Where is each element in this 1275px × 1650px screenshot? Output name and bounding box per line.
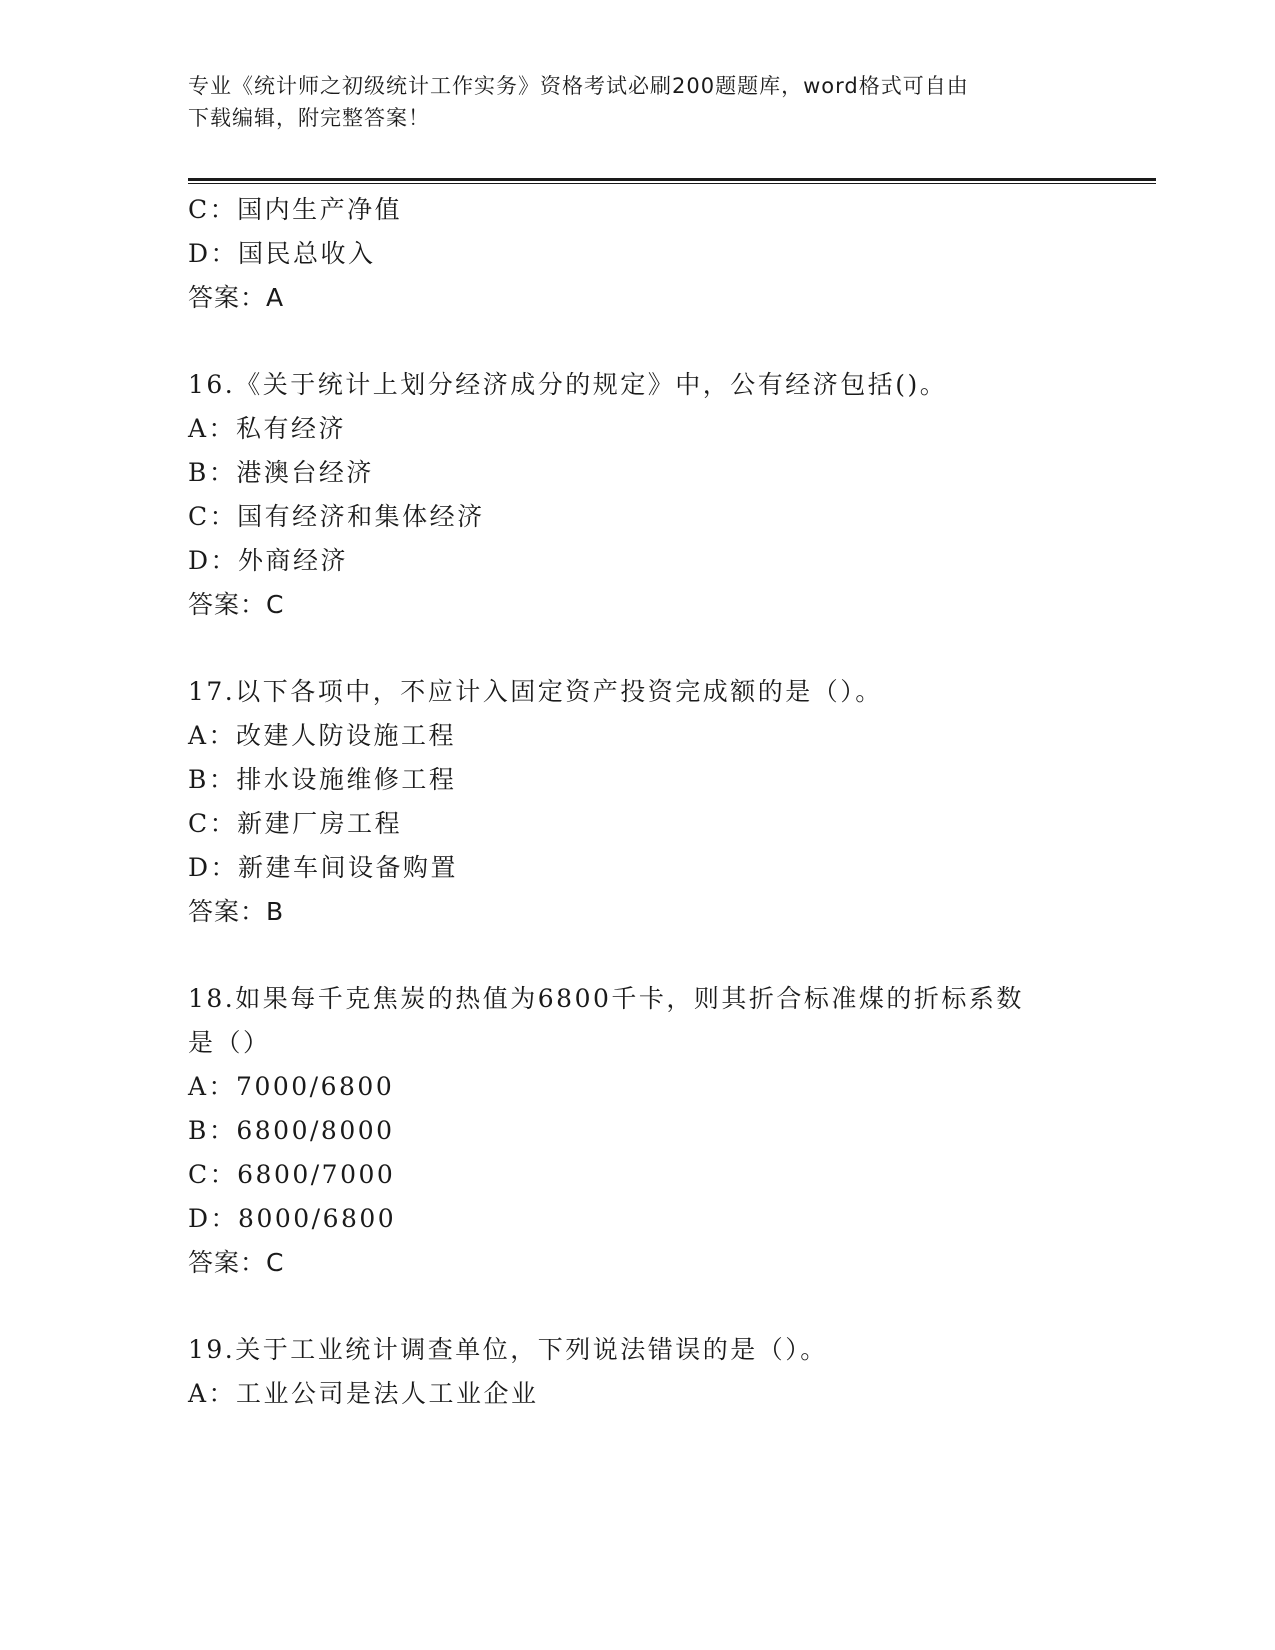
q17-option-d: D：新建车间设备购置 [188, 853, 459, 882]
q18-option-b: B：6800/8000 [188, 1116, 395, 1145]
header-line-2: 下载编辑，附完整答案！ [188, 106, 430, 130]
q18-option-c: C：6800/7000 [188, 1160, 396, 1189]
header-divider-thin [188, 183, 1156, 184]
q16-answer: 答案：C [188, 590, 285, 619]
q18-stem-line-2: 是（） [188, 1028, 271, 1057]
q15-answer: 答案：A [188, 283, 285, 312]
q16-option-b: B：港澳台经济 [188, 458, 374, 487]
q19-stem: 19.关于工业统计调查单位，下列说法错误的是（）。 [188, 1335, 828, 1364]
q17-answer: 答案：B [188, 897, 285, 926]
q17-option-b: B：排水设施维修工程 [188, 765, 457, 794]
document-header [188, 70, 1068, 134]
q17-option-a: A：改建人防设施工程 [188, 721, 457, 750]
q19-option-a: A：工业公司是法人工业企业 [188, 1379, 539, 1408]
q18-stem-line-1: 18.如果每千克焦炭的热值为6800千卡，则其折合标准煤的折标系数 [188, 984, 1024, 1013]
q15-option-d: D：国民总收入 [188, 239, 376, 268]
header-line-1: 专业《统计师之初级统计工作实务》资格考试必刷200题题库，word格式可自由 [188, 74, 969, 98]
q16-option-c: C：国有经济和集体经济 [188, 502, 485, 531]
q15-option-c: C：国内生产净值 [188, 195, 403, 224]
q18-answer: 答案：C [188, 1248, 285, 1277]
q17-option-c: C：新建厂房工程 [188, 809, 403, 838]
q16-option-a: A：私有经济 [188, 414, 347, 443]
q18-option-d: D：8000/6800 [188, 1204, 397, 1233]
q16-stem: 16.《关于统计上划分经济成分的规定》中，公有经济包括()。 [188, 370, 948, 399]
header-divider-thick [188, 178, 1156, 181]
q18-option-a: A：7000/6800 [188, 1072, 395, 1101]
q17-stem: 17.以下各项中，不应计入固定资产投资完成额的是（）。 [188, 677, 883, 706]
q16-option-d: D：外商经济 [188, 546, 349, 575]
